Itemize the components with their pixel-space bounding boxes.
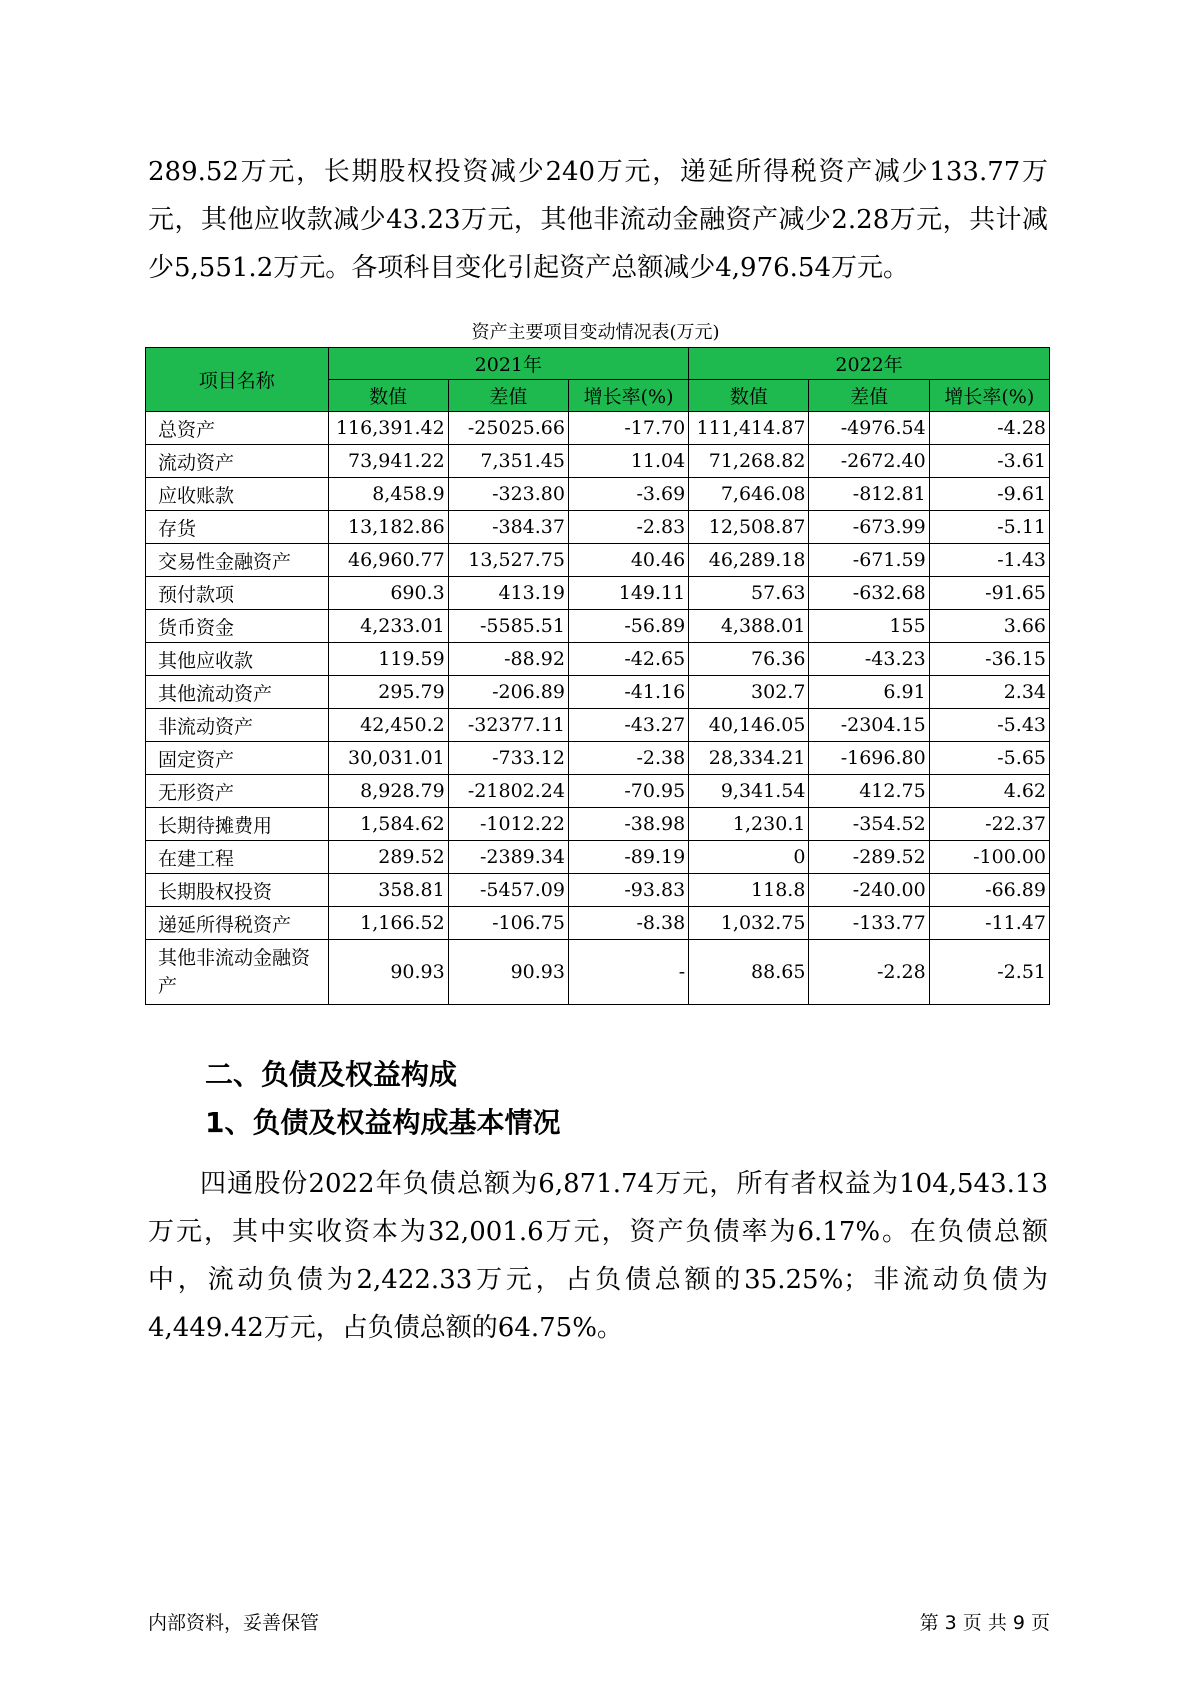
cell-diff-2022: 155 <box>809 610 929 643</box>
cell-value-2022: 46,289.18 <box>689 544 809 577</box>
cell-diff-2022: -1696.80 <box>809 742 929 775</box>
table-row <box>146 874 1050 907</box>
cell-value-2021: 116,391.42 <box>328 412 448 445</box>
cell-growth-2022: -9.61 <box>929 478 1049 511</box>
cell-value-2022: 118.8 <box>689 874 809 907</box>
subheader-growth-2021: 增长率(%) <box>568 380 688 412</box>
subheader-diff-2022: 差值 <box>809 380 929 412</box>
table-caption: 资产主要项目变动情况表(万元) <box>471 322 720 343</box>
cell-value-2022: 12,508.87 <box>689 511 809 544</box>
cell-growth-2021: 40.46 <box>568 544 688 577</box>
table-row <box>146 412 1050 445</box>
cell-growth-2021: -70.95 <box>568 775 688 808</box>
cell-value-2021: 42,450.2 <box>328 709 448 742</box>
cell-value-2022: 71,268.82 <box>689 445 809 478</box>
cell-growth-2021: -2.38 <box>568 742 688 775</box>
subsection-heading-basic: 1、负债及权益构成基本情况 <box>205 1106 561 1139</box>
cell-diff-2022: -673.99 <box>809 511 929 544</box>
table-row <box>146 775 1050 808</box>
table-row <box>146 808 1050 841</box>
footer-confidential-note: 内部资料，妥善保管 <box>148 1612 320 1634</box>
cell-value-2021: 358.81 <box>328 874 448 907</box>
cell-diff-2022: -43.23 <box>809 643 929 676</box>
table-header-row <box>146 348 1050 380</box>
row-name: 长期股权投资 <box>146 874 329 907</box>
asset-change-table <box>145 347 1050 1005</box>
cell-value-2022: 9,341.54 <box>689 775 809 808</box>
cell-growth-2022: -22.37 <box>929 808 1049 841</box>
cell-diff-2021: -2389.34 <box>448 841 568 874</box>
footer-page-number: 第 3 页 共 9 页 <box>919 1612 1050 1634</box>
cell-value-2021: 1,166.52 <box>328 907 448 940</box>
cell-growth-2022: 4.62 <box>929 775 1049 808</box>
cell-diff-2021: 7,351.45 <box>448 445 568 478</box>
cell-diff-2021: -5585.51 <box>448 610 568 643</box>
cell-value-2022: 28,334.21 <box>689 742 809 775</box>
cell-growth-2022: -100.00 <box>929 841 1049 874</box>
cell-growth-2021: 149.11 <box>568 577 688 610</box>
row-name: 在建工程 <box>146 841 329 874</box>
cell-growth-2021: -93.83 <box>568 874 688 907</box>
cell-value-2021: 4,233.01 <box>328 610 448 643</box>
cell-growth-2022: -5.43 <box>929 709 1049 742</box>
header-year-2021: 2021年 <box>328 348 689 380</box>
cell-diff-2022: -2672.40 <box>809 445 929 478</box>
cell-value-2022: 302.7 <box>689 676 809 709</box>
table-row <box>146 445 1050 478</box>
table-body <box>146 412 1050 1005</box>
cell-diff-2022: 6.91 <box>809 676 929 709</box>
row-name: 交易性金融资产 <box>146 544 329 577</box>
cell-value-2022: 4,388.01 <box>689 610 809 643</box>
cell-growth-2022: -2.51 <box>929 940 1049 1005</box>
cell-growth-2021: -41.16 <box>568 676 688 709</box>
cell-growth-2022: -5.11 <box>929 511 1049 544</box>
cell-diff-2021: -323.80 <box>448 478 568 511</box>
row-name: 其他流动资产 <box>146 676 329 709</box>
cell-diff-2022: -4976.54 <box>809 412 929 445</box>
table-row <box>146 742 1050 775</box>
cell-value-2021: 690.3 <box>328 577 448 610</box>
table-row <box>146 511 1050 544</box>
row-name: 非流动资产 <box>146 709 329 742</box>
cell-growth-2021: -2.83 <box>568 511 688 544</box>
cell-diff-2021: -88.92 <box>448 643 568 676</box>
row-name: 递延所得税资产 <box>146 907 329 940</box>
cell-diff-2021: -384.37 <box>448 511 568 544</box>
table-row <box>146 478 1050 511</box>
header-year-2022: 2022年 <box>689 348 1050 380</box>
cell-growth-2022: -91.65 <box>929 577 1049 610</box>
cell-diff-2022: -632.68 <box>809 577 929 610</box>
table-row <box>146 841 1050 874</box>
cell-value-2022: 111,414.87 <box>689 412 809 445</box>
row-name: 无形资产 <box>146 775 329 808</box>
table-row <box>146 709 1050 742</box>
cell-diff-2022: 412.75 <box>809 775 929 808</box>
cell-growth-2021: -17.70 <box>568 412 688 445</box>
cell-diff-2021: 413.19 <box>448 577 568 610</box>
cell-diff-2022: -133.77 <box>809 907 929 940</box>
cell-value-2021: 46,960.77 <box>328 544 448 577</box>
subheader-value-2021: 数值 <box>328 380 448 412</box>
cell-growth-2021: -89.19 <box>568 841 688 874</box>
table-row <box>146 643 1050 676</box>
cell-value-2021: 13,182.86 <box>328 511 448 544</box>
cell-diff-2022: -240.00 <box>809 874 929 907</box>
cell-growth-2022: 3.66 <box>929 610 1049 643</box>
cell-value-2022: 40,146.05 <box>689 709 809 742</box>
cell-value-2021: 73,941.22 <box>328 445 448 478</box>
table-row <box>146 577 1050 610</box>
row-name: 存货 <box>146 511 329 544</box>
cell-growth-2022: -36.15 <box>929 643 1049 676</box>
cell-diff-2021: -1012.22 <box>448 808 568 841</box>
cell-growth-2021: -56.89 <box>568 610 688 643</box>
cell-diff-2021: 90.93 <box>448 940 568 1005</box>
cell-growth-2021: -3.69 <box>568 478 688 511</box>
intro-paragraph <box>148 148 1048 292</box>
table-row <box>146 544 1050 577</box>
cell-diff-2022: -812.81 <box>809 478 929 511</box>
cell-growth-2022: -5.65 <box>929 742 1049 775</box>
header-item-name: 项目名称 <box>146 348 329 412</box>
table-row <box>146 676 1050 709</box>
cell-diff-2021: -206.89 <box>448 676 568 709</box>
row-name: 其他应收款 <box>146 643 329 676</box>
cell-value-2021: 295.79 <box>328 676 448 709</box>
row-name: 应收账款 <box>146 478 329 511</box>
row-name: 货币资金 <box>146 610 329 643</box>
row-name: 长期待摊费用 <box>146 808 329 841</box>
cell-value-2022: 0 <box>689 841 809 874</box>
cell-diff-2021: -106.75 <box>448 907 568 940</box>
cell-value-2022: 1,032.75 <box>689 907 809 940</box>
cell-diff-2021: -733.12 <box>448 742 568 775</box>
intro-text: 289.52万元，长期股权投资减少240万元，递延所得税资产减少133.77万元，其他应收款减少43.23万元，其他非流动金融资产减少2.28万元，共计减少5,551.2万元。各项科目变化引起资产总额减少4,976.54万元。 <box>148 157 1048 283</box>
cell-growth-2022: 2.34 <box>929 676 1049 709</box>
subheader-growth-2022: 增长率(%) <box>929 380 1049 412</box>
cell-diff-2022: -2.28 <box>809 940 929 1005</box>
table-row <box>146 610 1050 643</box>
cell-value-2021: 119.59 <box>328 643 448 676</box>
table-row <box>146 940 1050 1005</box>
cell-value-2021: 90.93 <box>328 940 448 1005</box>
cell-growth-2021: - <box>568 940 688 1005</box>
section-heading-liabilities: 二、负债及权益构成 <box>205 1058 458 1091</box>
cell-diff-2021: -32377.11 <box>448 709 568 742</box>
cell-growth-2021: -38.98 <box>568 808 688 841</box>
cell-value-2022: 76.36 <box>689 643 809 676</box>
body-paragraph <box>148 1160 1048 1352</box>
cell-diff-2021: -21802.24 <box>448 775 568 808</box>
cell-value-2021: 8,928.79 <box>328 775 448 808</box>
cell-growth-2021: -8.38 <box>568 907 688 940</box>
cell-diff-2022: -289.52 <box>809 841 929 874</box>
cell-growth-2021: -43.27 <box>568 709 688 742</box>
cell-value-2021: 1,584.62 <box>328 808 448 841</box>
row-name: 流动资产 <box>146 445 329 478</box>
body-text: 四通股份2022年负债总额为6,871.74万元，所有者权益为104,543.13万元，其中实收资本为32,001.6万元，资产负债率为6.17%。在负债总额中，流动负债为2,422.33万元，占负债总额的35.25%；非流动负债为4,449.42万元，占负债总额的64.75%。 <box>148 1169 1048 1343</box>
cell-growth-2022: -66.89 <box>929 874 1049 907</box>
cell-growth-2022: -4.28 <box>929 412 1049 445</box>
cell-growth-2021: -42.65 <box>568 643 688 676</box>
row-name: 固定资产 <box>146 742 329 775</box>
cell-growth-2021: 11.04 <box>568 445 688 478</box>
cell-value-2021: 30,031.01 <box>328 742 448 775</box>
cell-diff-2022: -671.59 <box>809 544 929 577</box>
cell-growth-2022: -11.47 <box>929 907 1049 940</box>
cell-value-2022: 7,646.08 <box>689 478 809 511</box>
cell-diff-2021: 13,527.75 <box>448 544 568 577</box>
cell-value-2022: 88.65 <box>689 940 809 1005</box>
subheader-diff-2021: 差值 <box>448 380 568 412</box>
cell-diff-2022: -2304.15 <box>809 709 929 742</box>
cell-value-2021: 289.52 <box>328 841 448 874</box>
cell-value-2022: 57.63 <box>689 577 809 610</box>
row-name: 预付款项 <box>146 577 329 610</box>
cell-value-2022: 1,230.1 <box>689 808 809 841</box>
cell-diff-2022: -354.52 <box>809 808 929 841</box>
cell-growth-2022: -1.43 <box>929 544 1049 577</box>
row-name: 其他非流动金融资 产 <box>146 940 329 1005</box>
row-name: 总资产 <box>146 412 329 445</box>
cell-diff-2021: -25025.66 <box>448 412 568 445</box>
table-row <box>146 907 1050 940</box>
cell-diff-2021: -5457.09 <box>448 874 568 907</box>
cell-growth-2022: -3.61 <box>929 445 1049 478</box>
subheader-value-2022: 数值 <box>689 380 809 412</box>
cell-value-2021: 8,458.9 <box>328 478 448 511</box>
